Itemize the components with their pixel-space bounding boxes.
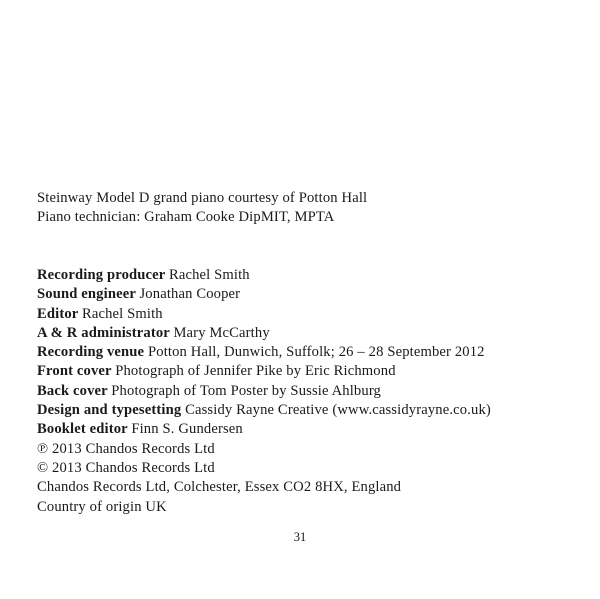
credit-value: Photograph of Tom Poster by Sussie Ahlburg bbox=[111, 382, 381, 399]
equipment-credits-block bbox=[37, 189, 567, 228]
credit-value: ℗ 2013 Chandos Records Ltd bbox=[37, 440, 215, 457]
credit-row bbox=[37, 382, 577, 401]
credit-row bbox=[37, 478, 577, 497]
page-number: 31 bbox=[293, 530, 307, 544]
credit-row bbox=[37, 362, 577, 381]
credit-value: Chandos Records Ltd, Colchester, Essex CO2 8HX, England bbox=[37, 479, 402, 496]
credit-row bbox=[37, 343, 577, 362]
credit-label: Editor bbox=[37, 305, 82, 322]
credit-row bbox=[37, 305, 577, 324]
intro-line: Steinway Model D grand piano courtesy of Potton Hall bbox=[37, 190, 368, 206]
credit-label: Booklet editor bbox=[37, 421, 132, 438]
credit-value: © 2013 Chandos Records Ltd bbox=[37, 459, 215, 476]
credit-value: Cassidy Rayne Creative (www.cassidyrayne.co.uk) bbox=[185, 402, 491, 419]
production-credits-block bbox=[37, 266, 577, 517]
credit-row bbox=[37, 420, 577, 439]
credit-value: Finn S. Gundersen bbox=[131, 421, 243, 438]
credit-value: Mary McCarthy bbox=[173, 324, 270, 341]
credit-label: Recording producer bbox=[37, 267, 169, 283]
credit-value: Potton Hall, Dunwich, Suffolk; 26 – 28 September 2012 bbox=[147, 344, 485, 361]
credit-label: Front cover bbox=[37, 363, 116, 380]
credit-row bbox=[37, 440, 577, 459]
credit-label: A & R administrator bbox=[37, 324, 174, 341]
credit-value: Rachel Smith bbox=[81, 305, 163, 322]
credit-row bbox=[37, 459, 577, 478]
credit-value: Jonathan Cooper bbox=[139, 286, 241, 303]
intro-line: Piano technician: Graham Cooke DipMIT, MPTA bbox=[37, 209, 335, 226]
credit-row bbox=[37, 498, 577, 517]
credit-row bbox=[37, 266, 577, 285]
credit-value: Country of origin UK bbox=[37, 498, 167, 515]
credit-label: Back cover bbox=[37, 382, 112, 399]
credit-label: Design and typesetting bbox=[37, 402, 186, 419]
credit-value: Rachel Smith bbox=[168, 267, 250, 283]
credit-label: Sound engineer bbox=[37, 286, 140, 303]
credit-row bbox=[37, 324, 577, 343]
credit-row bbox=[37, 285, 577, 304]
credit-label: Recording venue bbox=[37, 344, 148, 361]
credit-value: Photograph of Jennifer Pike by Eric Richmond bbox=[115, 363, 396, 380]
credit-row bbox=[37, 401, 577, 420]
